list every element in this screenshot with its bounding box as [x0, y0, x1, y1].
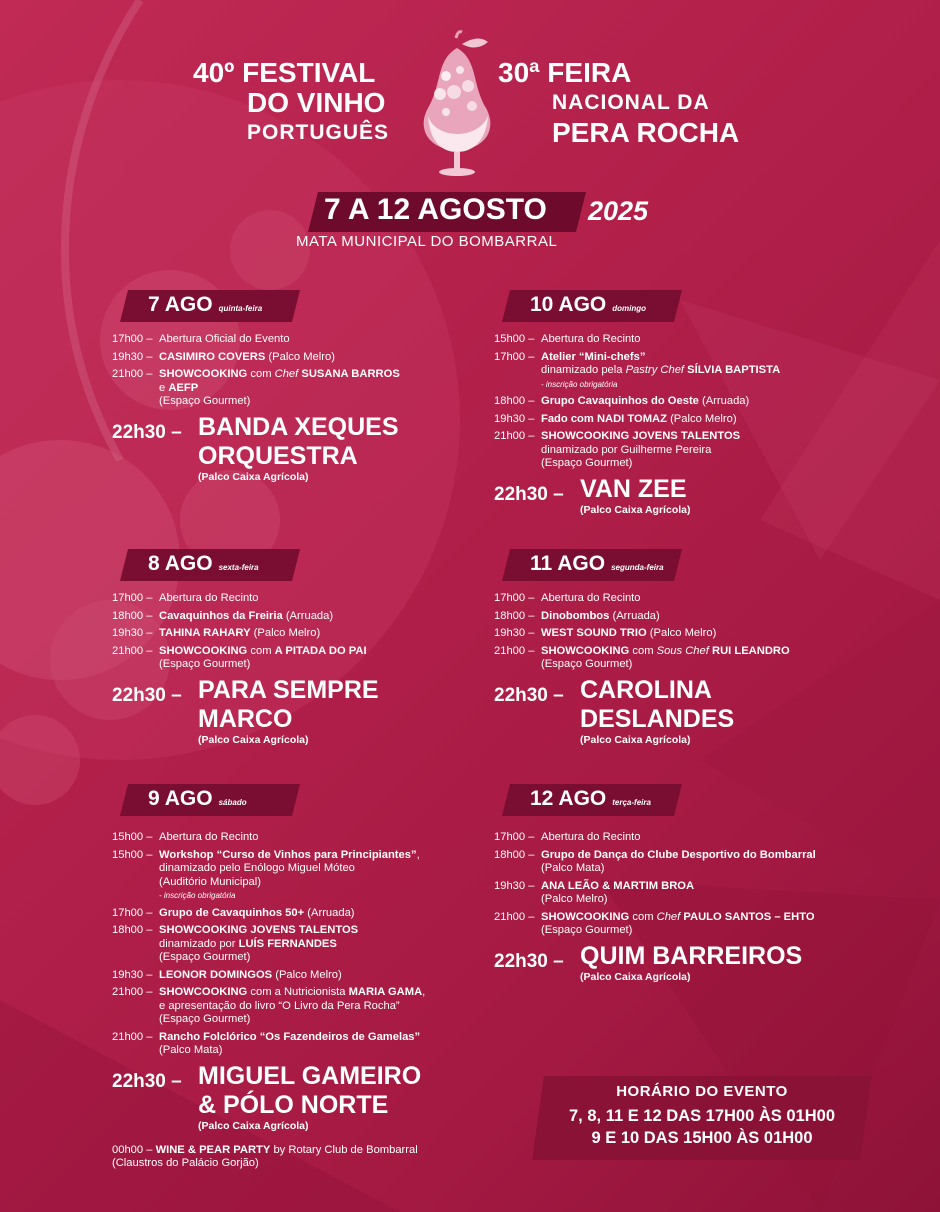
event-row [112, 627, 554, 641]
event-time: 21h00 – [112, 368, 153, 380]
event-line: Abertura do Recinto [541, 592, 641, 604]
event-line: LEONOR DOMINGOS (Palco Melro) [159, 968, 342, 981]
headline-act [494, 475, 936, 516]
event-line: (Espaço Gourmet) [159, 1013, 251, 1025]
headline-name [198, 413, 399, 471]
event-row [112, 986, 554, 1027]
headline-act [112, 676, 554, 746]
event-dates: 7 A 12 AGOSTO [324, 193, 547, 226]
day-weekday: domingo [612, 304, 647, 313]
fair-title-line3: PERA ROCHA [552, 117, 740, 148]
headline-details [580, 475, 690, 516]
event-details [541, 627, 936, 641]
event-row [112, 969, 554, 983]
event-line: (Espaço Gourmet) [159, 395, 251, 407]
event-line: Cavaquinhos da Freiria (Arruada) [159, 609, 334, 622]
event-time: 21h00 – [112, 1030, 153, 1043]
event-row [494, 351, 936, 392]
late-event [112, 1144, 554, 1171]
late-event-line: (Claustros do Palácio Gorjão) [112, 1157, 259, 1169]
event-details [541, 831, 936, 845]
event-list [112, 592, 554, 672]
event-line: Abertura do Recinto [159, 831, 259, 843]
headline-act [112, 1062, 554, 1132]
headline-time: 22h30 – [112, 1070, 182, 1092]
event-line: CASIMIRO COVERS (Palco Melro) [159, 350, 335, 363]
fair-title-line1: 30ª FEIRA [498, 57, 632, 88]
day-date: 11 AGO segunda-feira [530, 552, 664, 575]
day-block-11-ago [494, 549, 936, 746]
headline-act [494, 676, 936, 746]
event-row [494, 645, 936, 672]
headline-place: (Palco Caixa Agrícola) [198, 1119, 309, 1132]
headline-place: (Palco Caixa Agrícola) [580, 733, 691, 746]
event-row [494, 592, 936, 606]
event-time: 18h00 – [112, 609, 153, 622]
event-time: 21h00 – [494, 430, 535, 442]
event-list [112, 831, 554, 1058]
event-line: (Palco Mata) [159, 1044, 223, 1056]
event-details [541, 610, 936, 624]
headline-name [580, 475, 690, 504]
event-time: 18h00 – [494, 848, 535, 861]
event-year: 2025 [588, 196, 649, 226]
headline-time: 22h30 – [494, 483, 564, 505]
event-line: SHOWCOOKING com Sous Chef RUI LEANDRO [541, 644, 790, 657]
event-line: Workshop “Curso de Vinhos para Principiantes”, [159, 848, 420, 861]
event-time: 21h00 – [494, 910, 535, 923]
event-time: 18h00 – [494, 395, 535, 407]
day-date: 7 AGO quinta-feira [148, 293, 263, 316]
event-time: 17h00 – [112, 906, 153, 919]
event-row [112, 610, 554, 624]
event-line: SHOWCOOKING JOVENS TALENTOS [541, 430, 741, 442]
day-weekday: segunda-feira [611, 563, 664, 572]
event-details [541, 395, 936, 409]
event-row [494, 911, 936, 938]
headline-details [198, 676, 379, 746]
event-details [541, 351, 936, 392]
event-row [494, 395, 936, 409]
event-time: 19h30 – [112, 627, 153, 639]
event-line: (Palco Melro) [541, 893, 608, 905]
day-weekday: sábado [218, 798, 247, 807]
headline-details [580, 676, 734, 746]
event-time: 17h00 – [112, 592, 153, 604]
event-line: SHOWCOOKING com Chef PAULO SANTOS – EHTO [541, 910, 815, 923]
schedule-line2: 9 E 10 DAS 15H00 ÀS 01H00 [591, 1129, 813, 1147]
event-row [494, 831, 936, 845]
headline-act [112, 413, 554, 483]
event-time: 19h30 – [494, 879, 535, 892]
event-row [112, 351, 554, 365]
headline-place: (Palco Caixa Agrícola) [580, 503, 691, 516]
event-row [112, 1031, 554, 1058]
event-line: TAHINA RAHARY (Palco Melro) [159, 627, 321, 639]
event-time: 19h30 – [112, 968, 153, 981]
event-line: (Espaço Gourmet) [541, 658, 633, 670]
event-line: SHOWCOOKING com A PITADA DO PAI [159, 644, 367, 657]
event-time: 17h00 – [494, 350, 535, 363]
headline-place: (Palco Caixa Agrícola) [198, 470, 309, 483]
event-line: (Espaço Gourmet) [159, 658, 251, 670]
event-line: Dinobombos (Arruada) [541, 609, 660, 622]
event-row [494, 849, 936, 876]
headline-name-line: BANDA XEQUES [198, 412, 399, 441]
day-tag [124, 784, 554, 818]
festival-title-line1: 40º FESTIVAL [193, 57, 376, 88]
event-line: Grupo Cavaquinhos do Oeste (Arruada) [541, 395, 750, 407]
event-line: dinamizado por Guilherme Pereira [541, 443, 712, 456]
late-event-details [112, 1144, 554, 1171]
event-line: - inscrição obrigatória [159, 891, 236, 900]
event-line: (Espaço Gourmet) [541, 457, 633, 469]
event-line: SHOWCOOKING com a Nutricionista MARIA GAMA, [159, 986, 426, 998]
day-block-7-ago [112, 290, 554, 483]
event-row [112, 849, 554, 903]
event-row [494, 430, 936, 471]
event-venue: MATA MUNICIPAL DO BOMBARRAL [296, 233, 558, 250]
event-time: 21h00 – [112, 986, 153, 998]
event-list [494, 333, 936, 471]
event-list [494, 831, 936, 938]
event-line: e apresentação do livro “O Livro da Pera Rocha” [159, 999, 400, 1012]
fair-title [498, 58, 758, 148]
day-date: 12 AGO terça-feira [530, 787, 651, 810]
headline-place: (Palco Caixa Agrícola) [580, 970, 691, 983]
event-time: 18h00 – [112, 924, 153, 936]
day-tag [506, 549, 936, 583]
event-line: - inscrição obrigatória [541, 379, 618, 389]
fair-title-line2: NACIONAL DA [552, 91, 710, 114]
event-time: 15h00 – [112, 848, 153, 861]
headline-details [198, 413, 399, 483]
event-row [494, 610, 936, 624]
event-line: WEST SOUND TRIO (Palco Melro) [541, 627, 717, 639]
event-details [159, 1031, 554, 1058]
event-time: 17h00 – [494, 831, 535, 843]
headline-name-line: QUIM BARREIROS [580, 941, 803, 970]
event-line: Abertura Oficial do Evento [159, 333, 290, 345]
event-row [112, 333, 554, 347]
headline-name-line: DESLANDES [580, 704, 735, 733]
event-row [494, 627, 936, 641]
event-line: (Espaço Gourmet) [159, 951, 251, 963]
event-line: ANA LEÃO & MARTIM BROA [541, 879, 695, 892]
headline-name [580, 676, 734, 734]
day-block-12-ago [494, 784, 936, 983]
event-row [112, 907, 554, 921]
event-line: Abertura do Recinto [159, 592, 259, 604]
headline-name-line: VAN ZEE [580, 474, 687, 503]
event-row [112, 368, 554, 409]
event-details [159, 986, 554, 1027]
event-line: dinamizado por LUÍS FERNANDES [159, 937, 337, 950]
headline-act [494, 942, 936, 983]
event-line: Grupo de Cavaquinhos 50+ (Arruada) [159, 906, 355, 919]
event-row [112, 924, 554, 965]
event-details [541, 430, 936, 471]
day-tag [124, 290, 554, 324]
headline-time: 22h30 – [494, 684, 564, 706]
event-details [541, 645, 936, 672]
event-line: (Espaço Gourmet) [541, 924, 633, 936]
schedule-line1: 7, 8, 11 E 12 DAS 17H00 ÀS 01H00 [569, 1107, 835, 1125]
event-details [541, 849, 936, 876]
event-details [541, 333, 936, 347]
day-tag [124, 549, 554, 583]
event-details [541, 592, 936, 606]
event-line: e AEFP [159, 381, 199, 394]
event-line: Atelier “Mini-chefs” [541, 350, 646, 363]
event-details [541, 911, 936, 938]
headline-name-line: PARA SEMPRE [198, 675, 379, 704]
headline-name-line: MARCO [198, 704, 293, 733]
headline-place: (Palco Caixa Agrícola) [198, 733, 309, 746]
event-line: Grupo de Dança do Clube Desportivo do Bombarral [541, 848, 816, 861]
festival-title-line2: DO VINHO [247, 87, 386, 118]
event-line: Rancho Folclórico “Os Fazendeiros de Gamelas” [159, 1030, 421, 1043]
day-block-8-ago [112, 549, 554, 746]
day-block-10-ago [494, 290, 936, 516]
event-time: 18h00 – [494, 609, 535, 622]
headline-details [198, 1062, 421, 1132]
headline-details [580, 942, 802, 983]
event-line: Abertura do Recinto [541, 333, 641, 345]
event-row [494, 880, 936, 907]
event-list [494, 592, 936, 672]
event-time: 17h00 – [494, 592, 535, 604]
day-date: 10 AGO domingo [530, 293, 647, 316]
event-time: 21h00 – [112, 644, 153, 657]
headline-name [580, 942, 802, 971]
headline-name [198, 1062, 421, 1120]
day-tag [506, 784, 936, 818]
event-time: 19h30 – [112, 350, 153, 363]
event-line: SHOWCOOKING JOVENS TALENTOS [159, 924, 359, 936]
event-row [112, 645, 554, 672]
headline-time: 22h30 – [112, 684, 182, 706]
headline-time: 22h30 – [112, 421, 182, 443]
event-list [112, 333, 554, 409]
event-time: 19h30 – [494, 412, 535, 425]
headline-name [198, 676, 379, 734]
day-weekday: quinta-feira [218, 304, 263, 313]
day-tag [506, 290, 936, 324]
event-line: Fado com NADI TOMAZ (Palco Melro) [541, 412, 737, 425]
event-time: 19h30 – [494, 627, 535, 639]
event-line: (Palco Mata) [541, 862, 605, 874]
headline-name-line: CAROLINA [580, 675, 712, 704]
event-line: SHOWCOOKING com Chef SUSANA BARROS [159, 368, 400, 380]
pear-glass-logo [416, 30, 498, 178]
headline-name-line: MIGUEL GAMEIRO [198, 1061, 422, 1090]
day-date: 9 AGO sábado [148, 787, 247, 810]
day-weekday: sexta-feira [218, 563, 259, 572]
event-line: Abertura do Recinto [541, 831, 641, 843]
event-row [112, 592, 554, 606]
schedule-text [538, 1083, 866, 1149]
event-row [494, 413, 936, 427]
day-block-9-ago [112, 784, 554, 1175]
event-time: 15h00 – [112, 831, 153, 843]
event-time: 21h00 – [494, 644, 535, 657]
festival-title [193, 58, 408, 148]
headline-name-line: & PÓLO NORTE [198, 1090, 389, 1119]
event-row [112, 831, 554, 845]
schedule-title: HORÁRIO DO EVENTO [616, 1083, 788, 1100]
event-time: 15h00 – [494, 333, 535, 345]
headline-time: 22h30 – [494, 950, 564, 972]
event-line: dinamizado pelo Enólogo Miguel Móteo [159, 862, 355, 874]
headline-name-line: ORQUESTRA [198, 441, 358, 470]
event-time: 17h00 – [112, 333, 153, 345]
event-line: dinamizado pela Pastry Chef SÍLVIA BAPTISTA [541, 364, 781, 376]
event-line: (Auditório Municipal) [159, 875, 261, 888]
festival-title-line3: PORTUGUÊS [247, 121, 390, 144]
event-details [541, 413, 936, 427]
event-row [494, 333, 936, 347]
day-date: 8 AGO sexta-feira [148, 552, 259, 575]
late-event-line: 00h00 – WINE & PEAR PARTY by Rotary Club de Bombarral [112, 1143, 418, 1156]
day-weekday: terça-feira [612, 798, 651, 807]
event-details [541, 880, 936, 907]
